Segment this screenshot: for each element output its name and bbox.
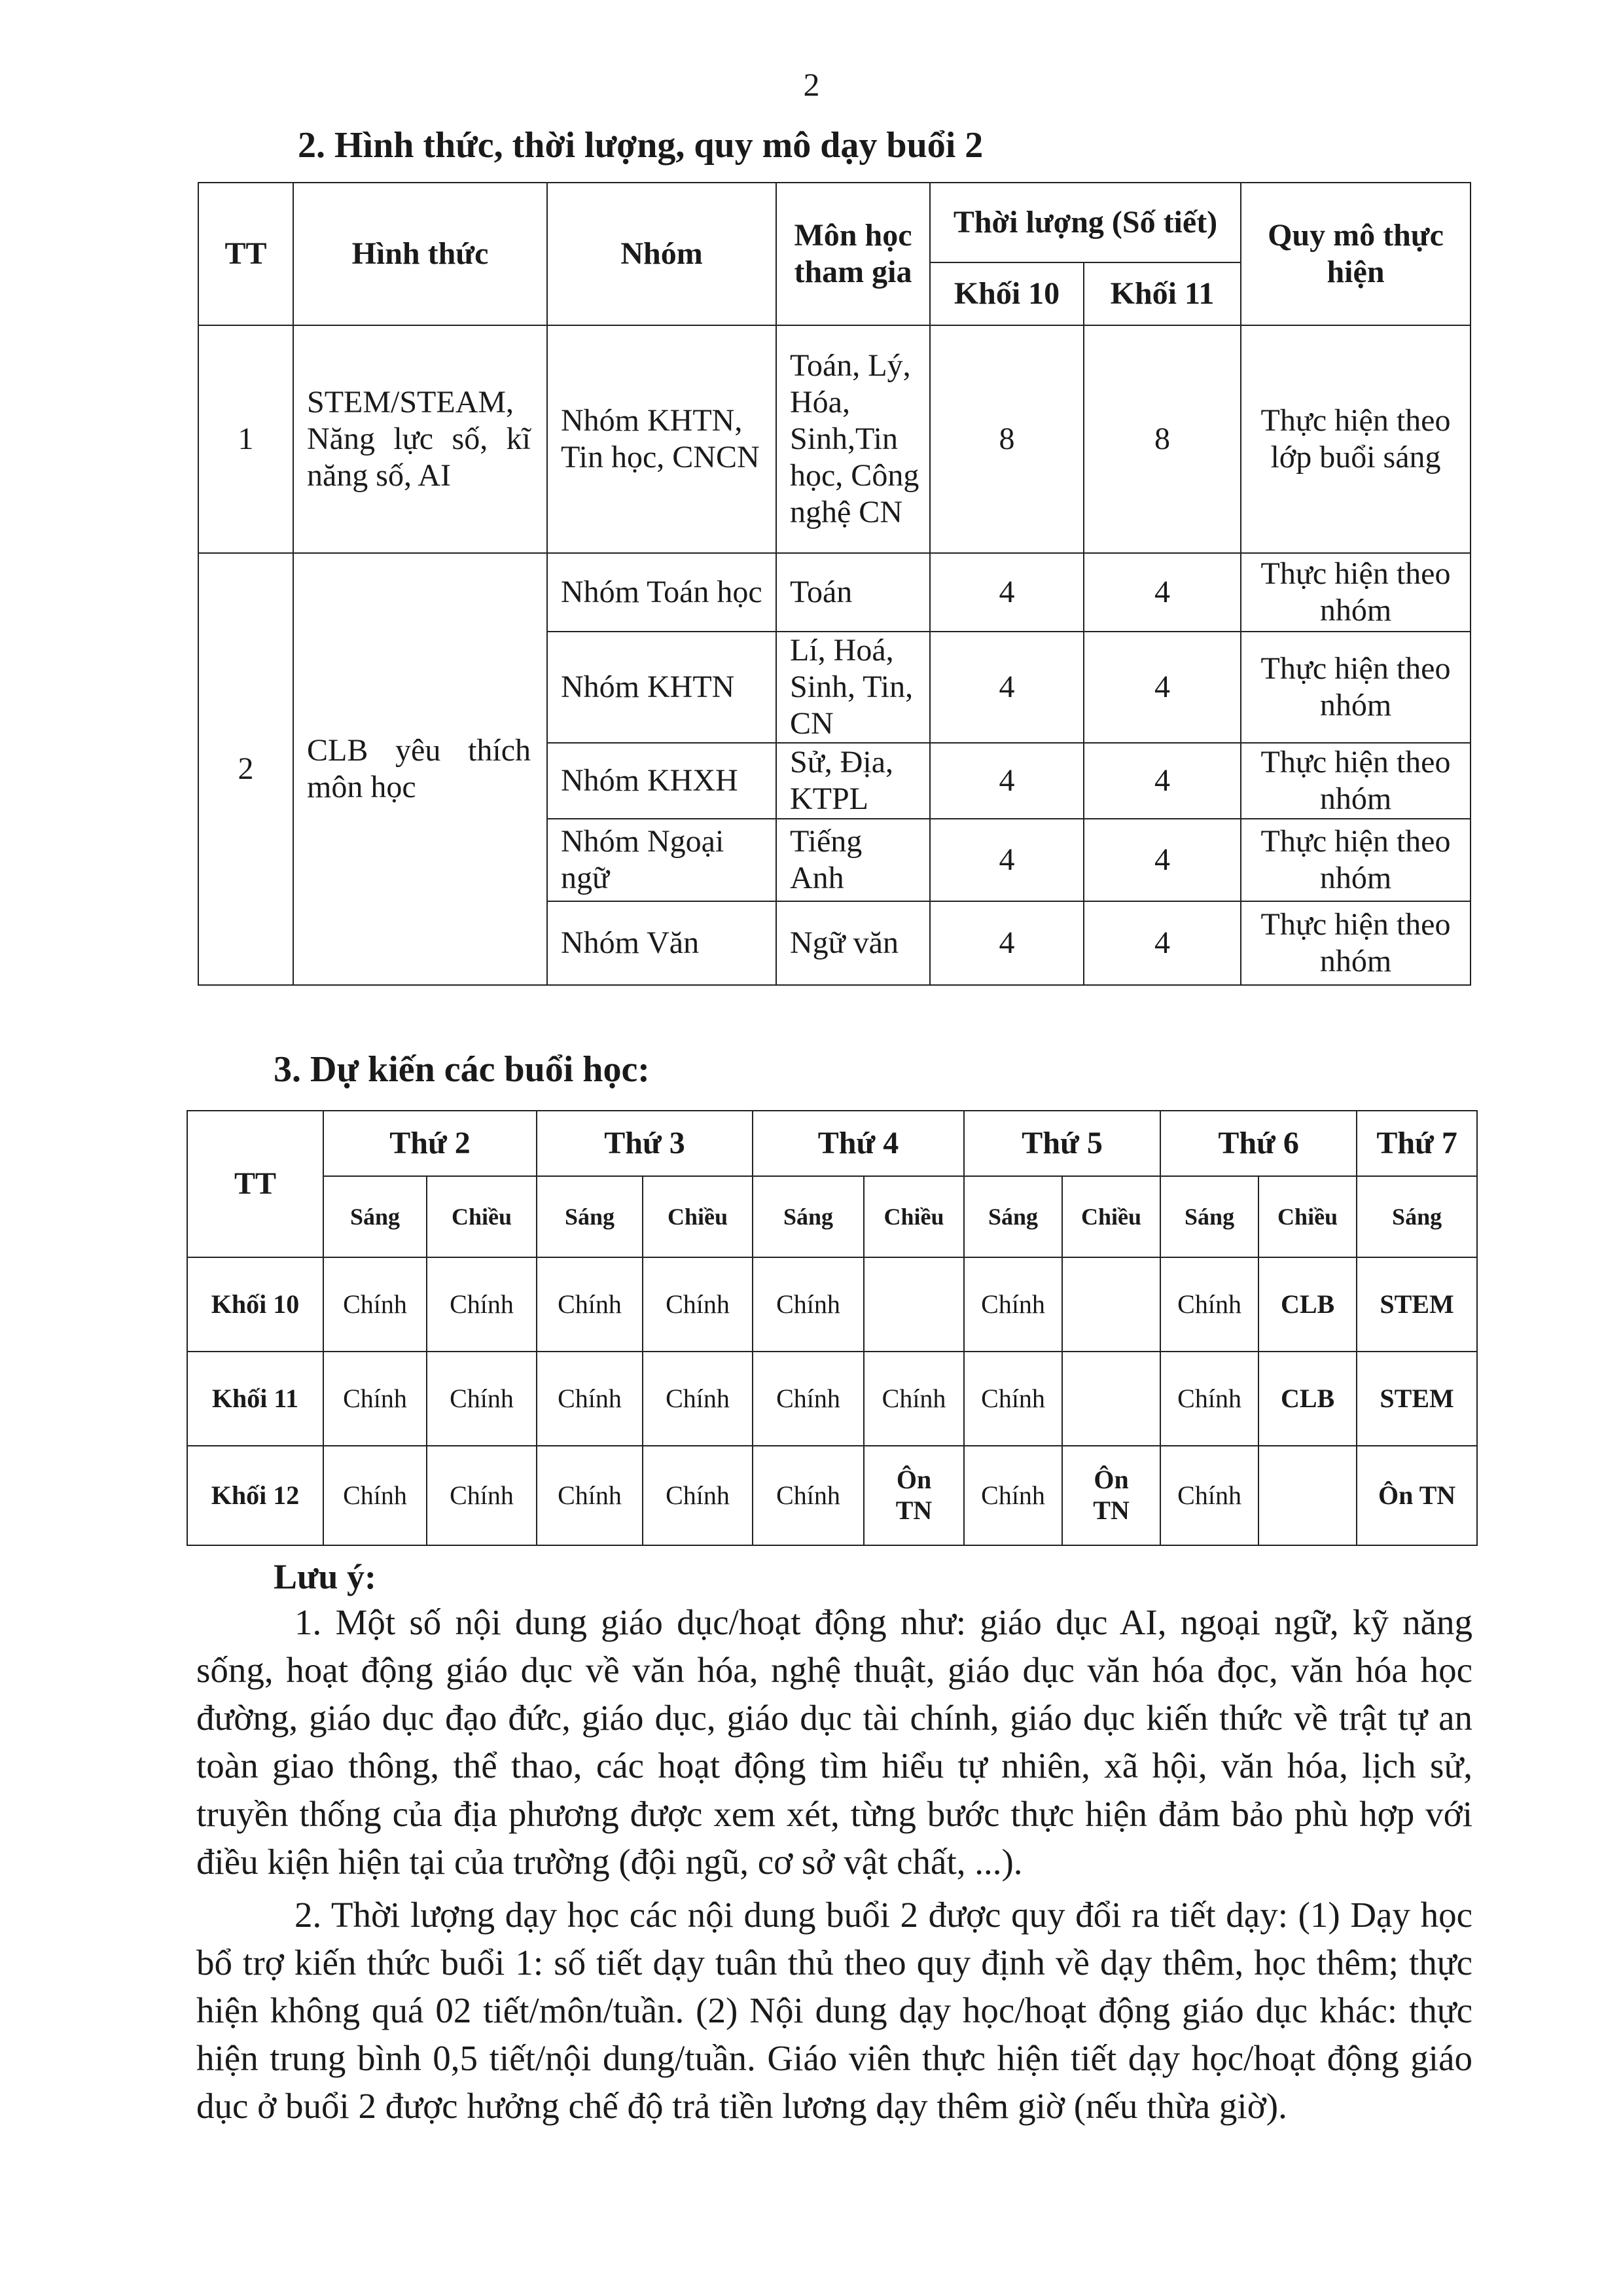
day-header: Thứ 7 [1357,1111,1477,1176]
day-header: Thứ 3 [537,1111,753,1176]
row-grade-11: 4 [1084,632,1241,743]
schedule-cell: Chính [964,1257,1062,1352]
schedule-cell: Chính [323,1352,427,1446]
row-group: Nhóm KHTN, Tin học, CNCN [547,325,776,553]
schedule-cell: Chính [537,1257,643,1352]
row-subjects: Toán, Lý, Hóa, Sinh,Tin học, Công nghệ CN [776,325,930,553]
row-grade-10: 4 [930,632,1084,743]
schedule-cell: Chính [427,1352,537,1446]
schedule-cell: Chính [1160,1257,1258,1352]
schedule-cell: Chính [323,1446,427,1545]
row-form: STEM/STEAM, Năng lực số, kĩ năng số, AI [293,325,547,553]
row-grade-10: 4 [930,553,1084,632]
row-subjects: Tiếng Anh [776,819,930,901]
row-grade-10: 4 [930,901,1084,985]
row-grade-11: 4 [1084,819,1241,901]
row-group: Nhóm Toán học [547,553,776,632]
session-header: Chiều [427,1176,537,1257]
row-subjects: Sử, Địa, KTPL [776,743,930,819]
schedule-cell: STEM [1357,1257,1477,1352]
session-header: Sáng [1357,1176,1477,1257]
row-scale: Thực hiện theo nhóm [1241,901,1471,985]
schedule-cell: Chính [753,1352,864,1446]
row-scale: Thực hiện theo nhóm [1241,819,1471,901]
row-subjects: Toán [776,553,930,632]
schedule-cell: Chính [643,1257,753,1352]
notes-title: Lưu ý: [274,1557,376,1596]
header-subjects: Môn học tham gia [776,183,930,325]
row-tt: 2 [198,553,293,985]
schedule-cell: Chính [864,1352,964,1446]
session-header: Sáng [323,1176,427,1257]
day-header: Thứ 6 [1160,1111,1357,1176]
schedule-cell [1258,1446,1357,1545]
row-tt: 1 [198,325,293,553]
row-group: Nhóm KHXH [547,743,776,819]
header-form: Hình thức [293,183,547,325]
session-header: Chiều [1062,1176,1160,1257]
schedule-cell: Chính [643,1352,753,1446]
header-group: Nhóm [547,183,776,325]
notes-body [196,1598,1472,2130]
row-group: Nhóm Văn [547,901,776,985]
schedule-cell: Chính [753,1446,864,1545]
schedule-cell: Chính [753,1257,864,1352]
row-scale: Thực hiện theo nhóm [1241,743,1471,819]
schedule-cell: Ôn TN [864,1446,964,1545]
table-row [187,1352,1477,1446]
header-tt: TT [198,183,293,325]
day-header: Thứ 4 [753,1111,964,1176]
day-header: Thứ 5 [964,1111,1160,1176]
schedule-cell: Chính [427,1446,537,1545]
table-row [187,1257,1477,1352]
row-form: CLB yêu thích môn học [293,553,547,985]
schedule-cell [1062,1352,1160,1446]
schedule-cell: STEM [1357,1352,1477,1446]
row-grade-11: 4 [1084,553,1241,632]
row-subjects: Ngữ văn [776,901,930,985]
schedule-header-tt: TT [187,1111,323,1257]
header-scale: Quy mô thực hiện [1241,183,1471,325]
row-subjects: Lí, Hoá, Sinh, Tin, CN [776,632,930,743]
section-3-title: 3. Dự kiến các buổi học: [274,1049,650,1090]
table-row [198,325,1471,553]
schedule-cell: Ôn TN [1357,1446,1477,1545]
day-header: Thứ 2 [323,1111,537,1176]
page-number: 2 [803,66,820,103]
schedule-cell: Chính [427,1257,537,1352]
schedule-cell: Ôn TN [1062,1446,1160,1545]
row-grade-10: 4 [930,819,1084,901]
schedule-cell: Chính [964,1446,1062,1545]
schedule-cell: Chính [537,1446,643,1545]
session-header: Chiều [643,1176,753,1257]
row-scale: Thực hiện theo nhóm [1241,553,1471,632]
note-item: 1. Một số nội dung giáo dục/hoạt động như: giáo dục AI, ngoại ngữ, kỹ năng sống, hoạt động giáo dục về văn hóa, nghệ thuật, giáo dục văn hóa đọc, văn hóa học đường, giáo dục đạo đức, giáo dục, giáo dục tài chính, giáo dục kiến thức về trật tự an toàn giao thông, thể thao, các hoạt động tìm hiểu tự nhiên, xã hội, văn hóa, lịch sử, truyền thống của địa phương được xem xét, từng bước thực hiện đảm bảo phù hợp với điều kiện hiện tại của trường (đội ngũ, cơ sở vật chất, ...). [196,1602,1472,1882]
grade-label: Khối 10 [187,1257,323,1352]
session-header: Sáng [753,1176,864,1257]
row-grade-11: 8 [1084,325,1241,553]
session-header: Chiều [1258,1176,1357,1257]
session-header: Sáng [1160,1176,1258,1257]
row-group: Nhóm Ngoại ngữ [547,819,776,901]
schedule-table [187,1110,1478,1546]
row-grade-11: 4 [1084,901,1241,985]
header-grade-11: Khối 11 [1084,262,1241,325]
row-grade-11: 4 [1084,743,1241,819]
session-header: Chiều [864,1176,964,1257]
schedule-cell: Chính [643,1446,753,1545]
note-item: 2. Thời lượng dạy học các nội dung buổi 2 được quy đổi ra tiết dạy: (1) Dạy học bổ trợ kiến thức buổi 1: số tiết dạy tuân thủ theo quy định về dạy thêm, học thêm; thực hiện không quá 02 tiết/môn/tuần. (2) Nội dung dạy học/hoạt động giáo dục khác: thực hiện trung bình 0,5 tiết/nội dung/tuần. Giáo viên thực hiện tiết dạy học/hoạt động giáo dục ở buổi 2 được hưởng chế độ trả tiền lương dạy thêm giờ (nếu thừa giờ). [196,1894,1472,2126]
schedule-cell: Chính [537,1352,643,1446]
grade-label: Khối 12 [187,1446,323,1545]
row-scale: Thực hiện theo nhóm [1241,632,1471,743]
session-header: Sáng [537,1176,643,1257]
schedule-cell: CLB [1258,1257,1357,1352]
session-header: Sáng [964,1176,1062,1257]
row-grade-10: 4 [930,743,1084,819]
schedule-cell: Chính [1160,1446,1258,1545]
schedule-cell: Chính [1160,1352,1258,1446]
table-row [198,553,1471,632]
schedule-cell [1062,1257,1160,1352]
schedule-cell [864,1257,964,1352]
schedule-cell: CLB [1258,1352,1357,1446]
row-scale: Thực hiện theo lớp buổi sáng [1241,325,1471,553]
header-grade-10: Khối 10 [930,262,1084,325]
header-duration: Thời lượng (Số tiết) [930,183,1241,262]
section-2-title: 2. Hình thức, thời lượng, quy mô dạy buổi 2 [298,125,984,166]
row-grade-10: 8 [930,325,1084,553]
schedule-cell: Chính [964,1352,1062,1446]
row-group: Nhóm KHTN [547,632,776,743]
schedule-cell: Chính [323,1257,427,1352]
table-row [187,1446,1477,1545]
duration-scale-table [198,182,1471,986]
grade-label: Khối 11 [187,1352,323,1446]
